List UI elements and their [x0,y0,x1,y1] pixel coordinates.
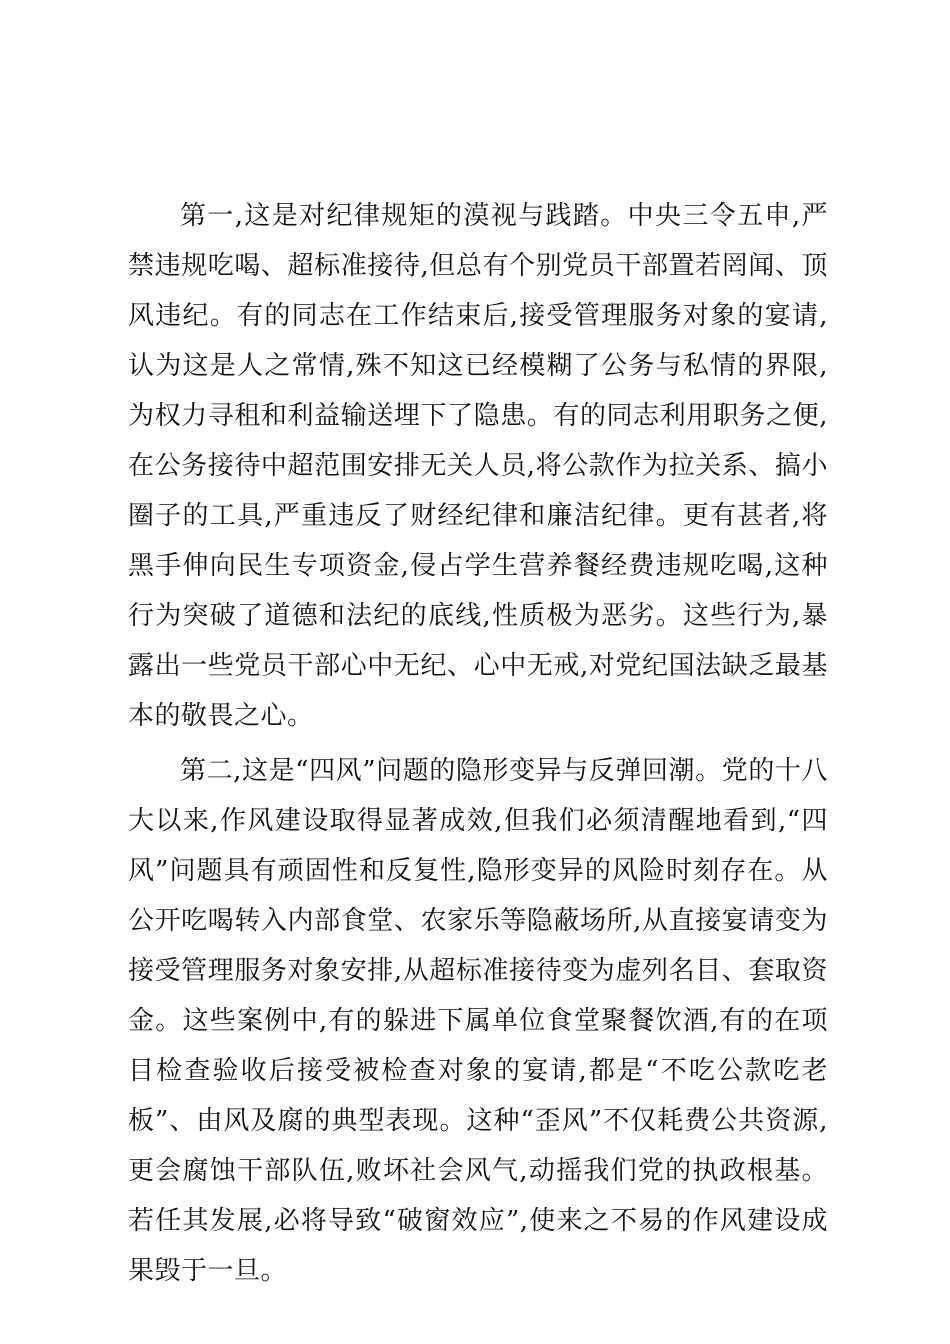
paragraph-second: 第二,这是“四风”问题的隐形变异与反弹回潮。党的十八大以来,作风建设取得显著成效,但我们必须清醒地看到,“四风”问题具有顽固性和反复性,隐形变异的风险时刻存在。从公开吃喝转入内部食堂、农家乐等隐蔽场所,从直接宴请变为接受管理服务对象安排,从超标准接待变为虚列名目、套取资金。这些案例中,有的躲进下属单位食堂聚餐饮酒,有的在项目检查验收后接受被检查对象的宴请,都是“不吃公款吃老板”、由风及腐的典型表现。这种“歪风”不仅耗费公共资源,更会腐蚀干部队伍,败坏社会风气,动摇我们党的执政根基。若任其发展,必将导致“破窗效应”,使来之不易的作风建设成果毁于一旦。 [128,756,828,1286]
document-body [128,191,828,1301]
paragraph-first: 第一,这是对纪律规矩的漠视与践踏。中央三令五申,严禁违规吃喝、超标准接待,但总有个别党员干部置若罔闻、顶风违纪。有的同志在工作结束后,接受管理服务对象的宴请,认为这是人之常情,殊不知这已经模糊了公务与私情的界限,为权力寻租和利益输送埋下了隐患。有的同志利用职务之便,在公务接待中超范围安排无关人员,将公款作为拉关系、搞小圈子的工具,严重违反了财经纪律和廉洁纪律。更有甚者,将黑手伸向民生专项资金,侵占学生营养餐经费违规吃喝,这种行为突破了道德和法纪的底线,性质极为恶劣。这些行为,暴露出一些党员干部心中无纪、心中无戒,对党纪国法缺乏最基本的敬畏之心。 [128,201,828,731]
